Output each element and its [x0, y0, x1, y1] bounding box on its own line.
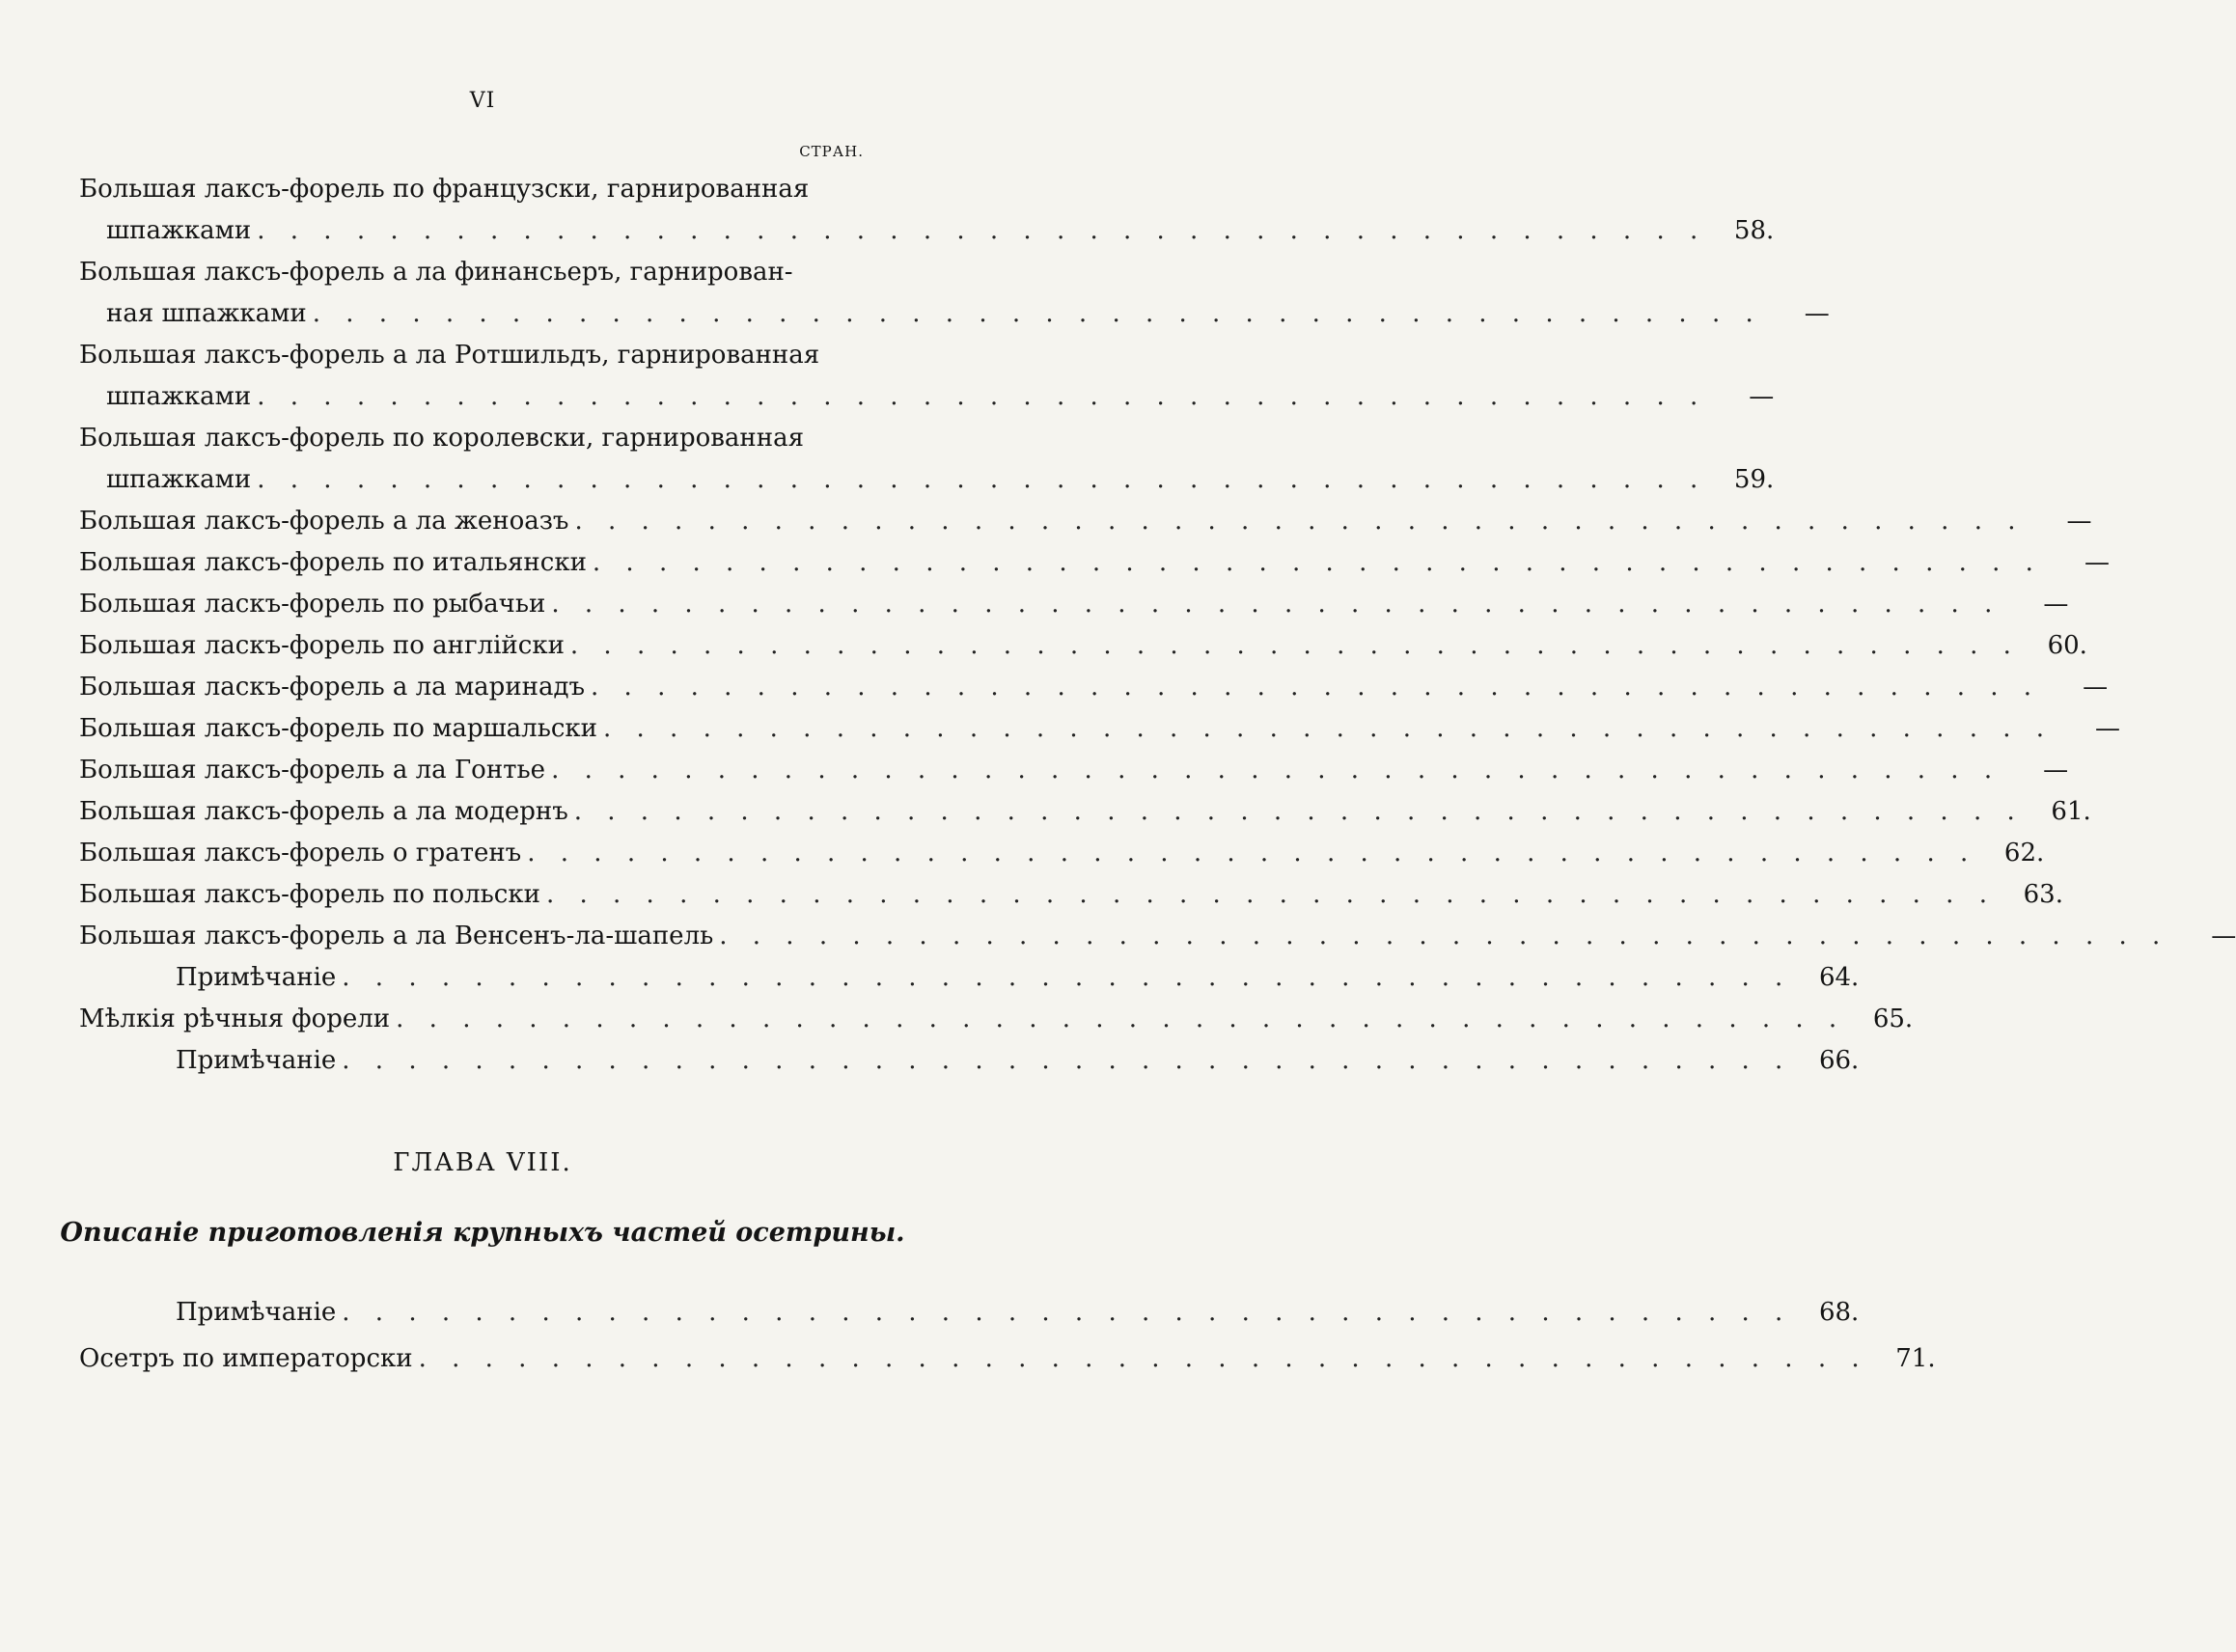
toc-entry [79, 1040, 1860, 1082]
toc-entry-line [79, 169, 869, 210]
toc-entry [79, 625, 2087, 667]
toc-entry [79, 584, 2069, 625]
toc-entry-title: Большая лаксъ-форель а ла Венсенъ-ла-шапель [79, 922, 714, 950]
toc-entry-title: Примѣчаніе [176, 1298, 337, 1327]
toc-entry [79, 667, 2109, 708]
toc-entry [79, 1289, 1860, 1335]
dot-leader: . . . . . . . . . . . . . . . . . . . . . . . . . . . . . . . . . . . . . . . . . . . . [418, 1344, 1868, 1373]
toc-entry-page: 64. [1818, 963, 1860, 992]
toc-entry-page: — [2066, 507, 2092, 536]
dot-leader: . . . . . . . . . . . . . . . . . . . . . . . . . . . . . . . . . . . . . . . . . . . . [551, 756, 2001, 785]
dot-leader: . . . . . . . . . . . . . . . . . . . . . . . . . . . . . . . . . . . . . . . . . . . . [342, 963, 1792, 992]
dot-leader: . . . . . . . . . . . . . . . . . . . . . . . . . . . . . . . . . . . . . . . . . . . . [527, 839, 1977, 867]
toc-entry [79, 293, 1830, 335]
toc-entry-title: ная шпажками [106, 299, 307, 328]
toc-entry-page: — [2211, 922, 2236, 950]
toc-entry-title: Большая лаксъ-форель по польски [79, 880, 540, 909]
dot-leader: . . . . . . . . . . . . . . . . . . . . . . . . . . . . . . . . . . . . . . . . . . . . [312, 299, 1762, 328]
toc-entry-title: Большая лаксъ-форель а ла модернъ [79, 797, 568, 826]
toc-entry-page: 68. [1818, 1298, 1860, 1327]
toc-entry [79, 791, 2091, 833]
toc-entry [79, 833, 2045, 874]
toc-entry-title: шпажками [106, 216, 252, 245]
toc-entry-page: 58. [1733, 216, 1775, 245]
toc-entry-title: Мѣлкія рѣчныя форели [79, 1005, 391, 1033]
dot-leader: . . . . . . . . . . . . . . . . . . . . . . . . . . . . . . . . . . . . . . . . . . . . [574, 507, 2025, 536]
toc-entry-page: — [2095, 714, 2121, 743]
toc-entry-page: 59. [1733, 465, 1775, 494]
toc-entry [79, 957, 1860, 999]
toc-entry-page: 66. [1818, 1046, 1860, 1075]
dot-leader: . . . . . . . . . . . . . . . . . . . . . . . . . . . . . . . . . . . . . . . . . . . . [342, 1298, 1792, 1327]
toc-entry-line [79, 252, 869, 293]
toc-entry [79, 501, 2092, 542]
dot-leader: . . . . . . . . . . . . . . . . . . . . . . . . . . . . . . . . . . . . . . . . . . . . [603, 714, 2054, 743]
toc-entry-page: 62. [2003, 839, 2045, 867]
toc-entry-title: Большая лаксъ-форель о гратенъ [79, 839, 522, 867]
dot-leader: . . . . . . . . . . . . . . . . . . . . . . . . . . . . . . . . . . . . . . . . . . . . [257, 382, 1707, 411]
chapter-table-of-contents [79, 1289, 1936, 1382]
toc-entry-title: Большая лаксъ-форель а ла Ротшильдъ, гарнированная [79, 341, 820, 370]
dot-leader: . . . . . . . . . . . . . . . . . . . . . . . . . . . . . . . . . . . . . . . . . . . . [257, 465, 1707, 494]
toc-entry-page: — [2043, 756, 2069, 785]
toc-entry-title: Осетръ по императорски [79, 1344, 413, 1373]
toc-entry [79, 750, 2069, 791]
toc-entry-title: Большая лаксъ-форель а ла Гонтье [79, 756, 546, 785]
toc-entry-title: Большая лаксъ-форель по итальянски [79, 548, 587, 577]
toc-entry [79, 708, 2121, 750]
toc-entry [79, 210, 1775, 252]
toc-entry-title: Большая ласкъ-форель по англійски [79, 631, 565, 660]
dot-leader: . . . . . . . . . . . . . . . . . . . . . . . . . . . . . . . . . . . . . . . . . . . . [569, 631, 2020, 660]
toc-entry-page: — [1749, 382, 1775, 411]
toc-entry-line [79, 335, 869, 376]
toc-entry-title: Большая лаксъ-форель по королевски, гарнированная [79, 424, 804, 453]
toc-entry-title: Большая ласкъ-форель а ла маринадъ [79, 673, 586, 702]
toc-entry [79, 376, 1775, 418]
dot-leader: . . . . . . . . . . . . . . . . . . . . . . . . . . . . . . . . . . . . . . . . . . . . [591, 673, 2041, 702]
toc-entry [79, 459, 1775, 501]
dot-leader: . . . . . . . . . . . . . . . . . . . . . . . . . . . . . . . . . . . . . . . . . . . . [719, 922, 2169, 950]
toc-entry [79, 542, 2110, 584]
toc-entry-title: Примѣчаніе [176, 1046, 337, 1075]
toc-entry-page: 65. [1872, 1005, 1914, 1033]
toc-entry-title: Большая лаксъ-форель а ла финансьеръ, гарнирован- [79, 258, 793, 287]
toc-entry-title: шпажками [106, 465, 252, 494]
toc-entry-page: — [1804, 299, 1830, 328]
toc-entry-line [79, 418, 869, 459]
toc-entry-title: Большая лаксъ-форель по французски, гарнированная [79, 175, 810, 204]
chapter-heading: ГЛАВА VIII. [393, 1148, 572, 1177]
dot-leader: . . . . . . . . . . . . . . . . . . . . . . . . . . . . . . . . . . . . . . . . . . . . [396, 1005, 1846, 1033]
toc-entry [79, 916, 2236, 957]
dot-leader: . . . . . . . . . . . . . . . . . . . . . . . . . . . . . . . . . . . . . . . . . . . . [573, 797, 2024, 826]
dot-leader: . . . . . . . . . . . . . . . . . . . . . . . . . . . . . . . . . . . . . . . . . . . . [342, 1046, 1792, 1075]
toc-entry-page: — [2084, 548, 2110, 577]
toc-entry-page: — [2083, 673, 2109, 702]
table-of-contents [79, 169, 2236, 1082]
toc-entry [79, 874, 2063, 916]
toc-entry [79, 1335, 1936, 1382]
toc-entry-title: шпажками [106, 382, 252, 411]
dot-leader: . . . . . . . . . . . . . . . . . . . . . . . . . . . . . . . . . . . . . . . . . . . . [257, 216, 1707, 245]
chapter-subtitle: Описаніе приготовленія крупныхъ частей осетрины. [60, 1218, 905, 1248]
toc-entry-title: Примѣчаніе [176, 963, 337, 992]
toc-entry-page: 60. [2047, 631, 2087, 660]
toc-entry-title: Большая лаксъ-форель по маршальски [79, 714, 597, 743]
toc-entry-title: Большая ласкъ-форель по рыбачьи [79, 590, 546, 619]
page-number: VI [469, 89, 496, 113]
dot-leader: . . . . . . . . . . . . . . . . . . . . . . . . . . . . . . . . . . . . . . . . . . . . [551, 590, 2001, 619]
toc-entry [79, 999, 1914, 1040]
toc-entry-page: 61. [2051, 797, 2091, 826]
toc-entry-page: — [2043, 590, 2069, 619]
page-column-header: СТРАН. [799, 143, 864, 160]
dot-leader: . . . . . . . . . . . . . . . . . . . . . . . . . . . . . . . . . . . . . . . . . . . . [545, 880, 1996, 909]
toc-entry-page: 71. [1895, 1344, 1936, 1373]
toc-entry-page: 63. [2023, 880, 2063, 909]
dot-leader: . . . . . . . . . . . . . . . . . . . . . . . . . . . . . . . . . . . . . . . . . . . . [592, 548, 2042, 577]
toc-entry-title: Большая лаксъ-форель а ла женоазъ [79, 507, 569, 536]
